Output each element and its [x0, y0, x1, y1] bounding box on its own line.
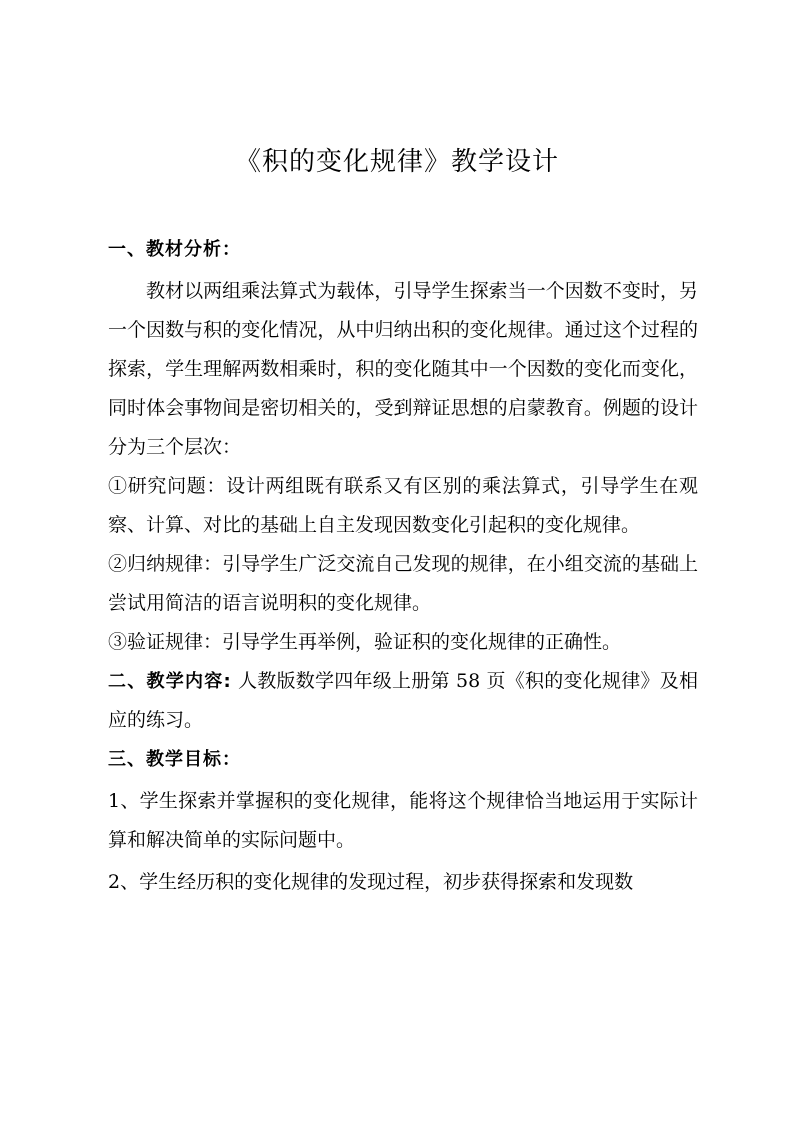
- section-heading-goals: 三、教学目标：: [108, 749, 241, 770]
- materials-item-research: ①研究问题：设计两组既有联系又有区别的乘法算式，引导学生在观察、计算、对比的基础上自主发现因数变化引起积的变化规律。: [108, 475, 698, 536]
- materials-intro-paragraph: 教材以两组乘法算式为载体，引导学生探索当一个因数不变时，另一个因数与积的变化情况，从中归纳出积的变化规律。通过这个过程的探索，学生理解两数相乘时，积的变化随其中一个因数的变化而变化，同时体会事物间是密切相关的，受到辩证思想的启蒙教育。例题的设计分为三个层次：: [108, 280, 698, 458]
- section-heading-content: 二、教学内容:: [108, 671, 232, 692]
- materials-item-induction: ②归纳规律：引导学生广泛交流自己发现的规律，在小组交流的基础上尝试用简洁的语言说明积的变化规律。: [108, 553, 698, 614]
- goal-item-2: 2、学生经历积的变化规律的发现过程，初步获得探索和发现数: [108, 871, 634, 893]
- materials-item-verification: ③验证规律：引导学生再举例，验证积的变化规律的正确性。: [108, 631, 622, 653]
- content-text: 人教版数学四年级上册第 58 页《积的变化规律》及相应的练习。: [108, 670, 698, 731]
- document-body: [108, 230, 698, 902]
- section-heading-materials: 一、教材分析：: [108, 239, 241, 260]
- goal-item-1: 1、学生探索并掌握积的变化规律，能将这个规律恰当地运用于实际计算和解决简单的实际问题中。: [108, 790, 698, 851]
- document-title: 《积的变化规律》教学设计: [234, 147, 559, 177]
- section-content-paragraph: [108, 662, 698, 740]
